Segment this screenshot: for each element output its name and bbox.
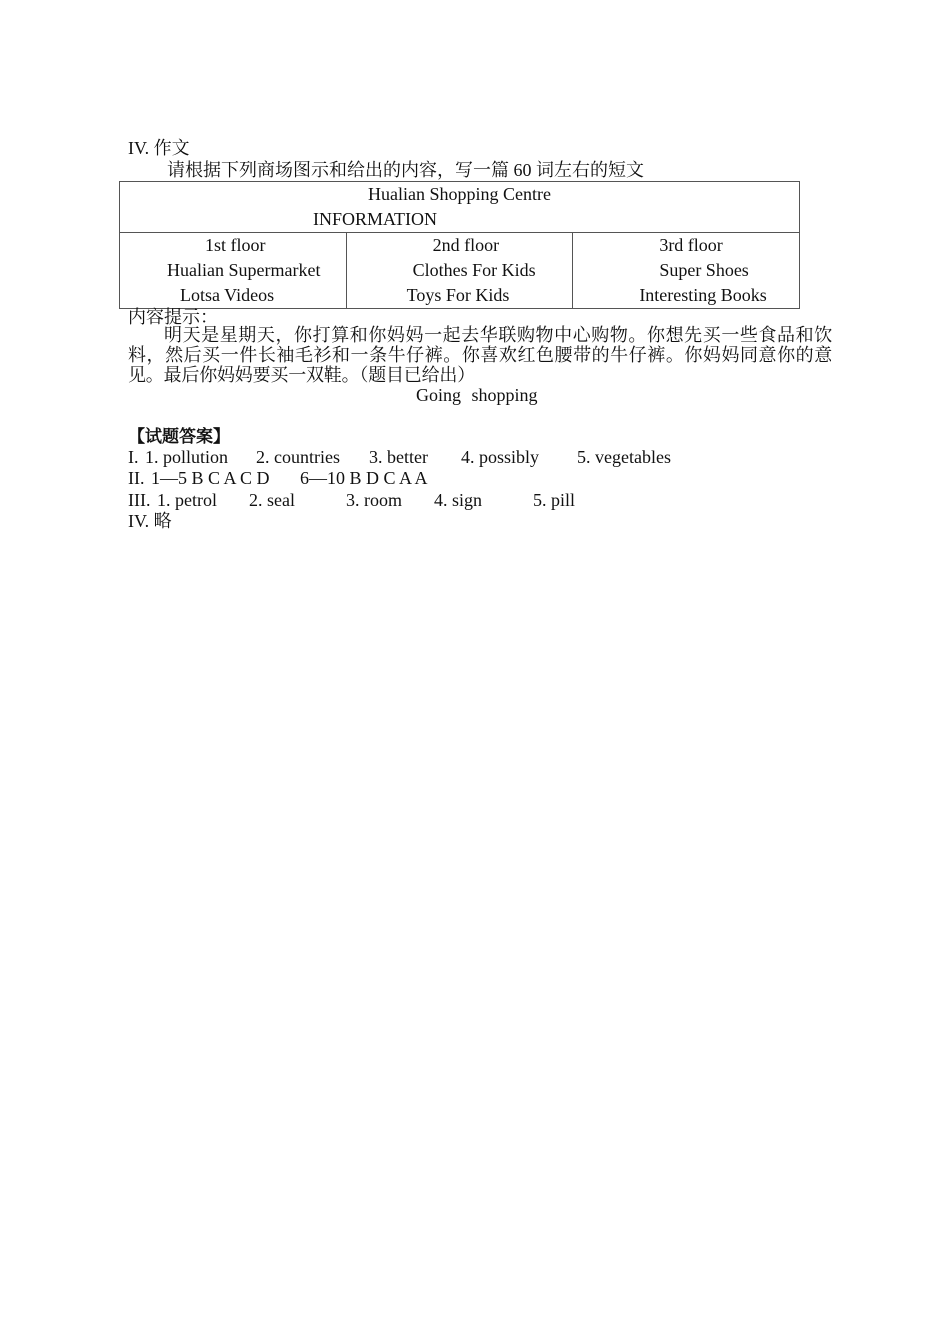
- shop-name: Interesting Books: [639, 285, 767, 305]
- answer-item: 1. petrol: [157, 490, 217, 510]
- answer-part3-label: III.: [128, 490, 151, 510]
- shopping-centre-table: [119, 181, 800, 309]
- hint-label: 内容提示：: [128, 307, 218, 327]
- answer-item: 2. seal: [249, 490, 295, 510]
- floor-label: 2nd floor: [432, 235, 500, 255]
- shop-name: Hualian Supermarket: [167, 260, 321, 280]
- floor-cell-1: [120, 233, 347, 309]
- hint-body: 明天是星期天，你打算和你妈妈一起去华联购物中心购物。你想先买一些食品和饮料，然后买一件长袖毛衫和一条牛仔裤。你喜欢红色腰带的牛仔裤。你妈妈同意你的意见。最后你妈妈要买一双鞋。（题目已给出）: [128, 325, 832, 385]
- table-subtitle: INFORMATION: [313, 209, 438, 229]
- answer-item: 3. room: [346, 490, 402, 510]
- table-header-cell: [120, 182, 800, 233]
- writing-instruction: 请根据下列商场图示和给出的内容，写一篇 60 词左右的短文: [167, 160, 644, 180]
- answer-part4: IV. 略: [128, 511, 172, 531]
- shop-name: Clothes For Kids: [412, 260, 536, 280]
- floor-label: 3rd floor: [659, 235, 723, 255]
- floor-cell-3: [573, 233, 800, 309]
- essay-title: Going shopping: [416, 385, 538, 405]
- shop-name: Toys For Kids: [406, 285, 510, 305]
- floor-cell-2: [346, 233, 573, 309]
- answer-item: 4. possibly: [461, 447, 540, 467]
- shop-name: Lotsa Videos: [180, 285, 275, 305]
- table-title: Hualian Shopping Centre: [368, 184, 551, 204]
- answer-item: 1—5 B C A C D: [151, 468, 270, 488]
- answer-item: 3. better: [369, 447, 428, 467]
- table-row: [120, 233, 800, 309]
- answer-item: 4. sign: [434, 490, 483, 510]
- answer-item: 1. pollution: [145, 447, 229, 467]
- answer-item: 5. vegetables: [577, 447, 671, 467]
- table-header-row: [120, 182, 800, 233]
- answer-item: 6—10 B D C A A: [300, 468, 428, 488]
- shop-name: Super Shoes: [659, 260, 749, 280]
- answers-title: 【试题答案】: [128, 427, 230, 447]
- section-title: IV. 作文: [128, 138, 190, 158]
- floor-label: 1st floor: [205, 235, 266, 255]
- answer-item: 5. pill: [533, 490, 576, 510]
- answer-part2-label: II.: [128, 468, 145, 488]
- answer-item: 2. countries: [256, 447, 340, 467]
- answer-part1-label: I.: [128, 447, 139, 467]
